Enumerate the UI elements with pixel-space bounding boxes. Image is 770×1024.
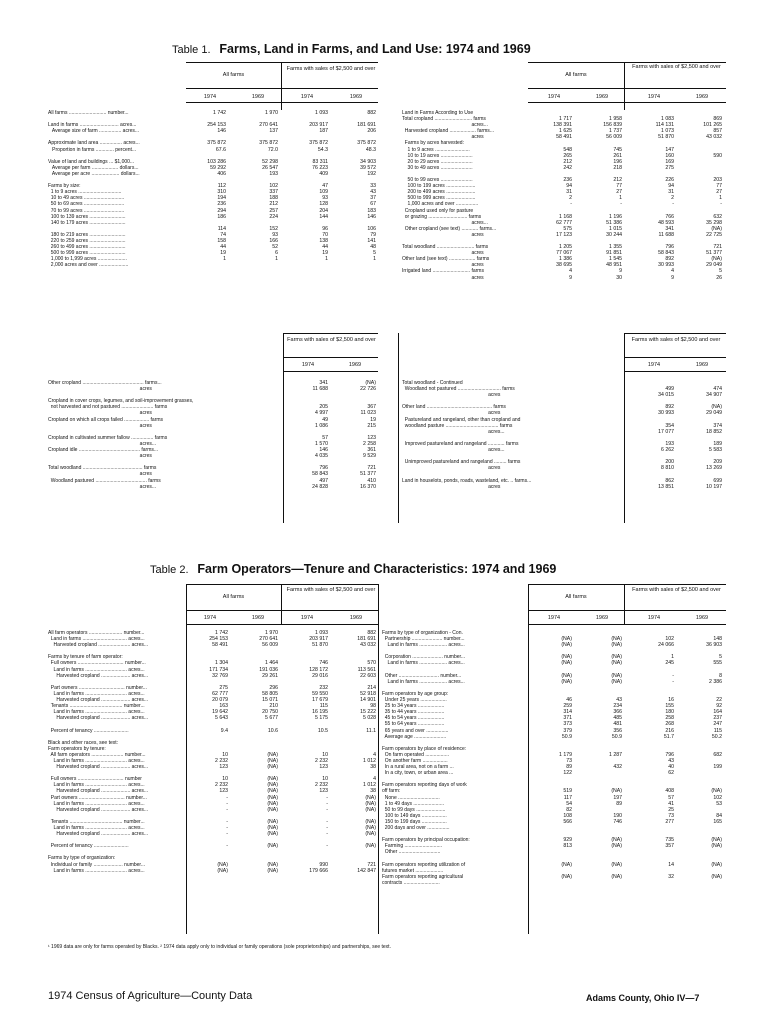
table1-title [172,40,531,58]
table1-left-bottom-col-2: (NA) 22 726 367 11 023 19 215 123 2 258 361 9 529 721 51 377 410 16 370 [360,380,376,490]
table2-title [150,560,556,578]
table1-right-header-all-farms: All farms [565,72,587,78]
table1-title-text: Farms, Land in Farms, and Land Use: 1974 and 1969 [219,42,531,56]
table1-right-year-1: 1974 [547,94,561,100]
table2-right-col-4: 148 36 903 5 555 8 2 386 22 92 164 237 247 115 50.2 682 199 (NA) 102 53 84 165 (NA) (NA) (NA) (NA) [706,636,722,880]
table1-left-year-2: 1969 [251,94,265,100]
table1-right-top-col-2: 1 958 156 839 1 737 56 009 745 261 196 218 212 77 27 1 - 1 196 51 386 1 015 30 244 1 355 91 851 1 545 48 951 9 30 [603,116,622,281]
table1-left-year-1: 1974 [203,94,217,100]
table1-number: Table 1. [172,44,211,56]
table1-left-top-col-2: 1 970 270 641 137 375 872 72.0 52 298 26 547 193 102 337 188 212 257 224 152 93 166 52 6 1 [259,110,278,263]
page-footer-title: 1974 Census of Agriculture—County Data [48,990,253,1002]
table2-right-col-1: (NA) (NA) (NA) (NA) (NA) (NA) 46 259 314 371 373 379 50.9 1 179 73 89 122 519 117 54 82 108 566 929 813 (NA) (NA) [559,636,572,880]
table2-right-header-sales: Farms with sales of $2,500 and over [632,587,721,593]
table2-left-year-4: 1969 [349,615,363,621]
table2-number: Table 2. [150,564,189,576]
table1-lower-right-header-sales: Farms with sales of $2,500 and over [631,337,721,343]
table2-right-year-1: 1974 [547,615,561,621]
table1-left-year-3: 1974 [300,94,314,100]
table1-right-year-3: 1974 [647,94,661,100]
table2-left-header-all-farms: All farms [222,594,245,600]
table1-left-top-labels: All farms ........................... number... Land in farms ............................ acres... Average size of farm ................ acres... Approximate land area ................ acres... Proportion in farms ............. percent... Value of land and buildings ... $1,000... Average per farm ................... dollars... Average per acre .................... dollars... Farms by size: 1 to 9 acres ............................... 10 to 49 acres ............................. 50 to 69 acres ............................. 70 to 99 acres ............................. 100 to 139 acres .......................... 140 to 179 acres .......................... 180 to 219 acres .......................... 220 to 259 acres .......................... 260 to 499 acres .......................... 500 to 999 acres .......................... 1,000 to 1,999 acres ..................... 2,000 acres and over ..................... [48,110,140,269]
table2-left-col-2: 1 970 270 641 56 009 1 464 191 036 29 261 296 58 805 15 071 210 20 750 5 677 10.6 (NA) (NA) (NA) (NA) (NA) (NA) (NA) (NA) (NA) (NA) (NA) (NA) (NA) (NA) (NA) [259,630,278,874]
table1-right-bottom-labels: Total woodland - Continued Woodland not pastured ............................... farms acres Other land ............................................... farms acres Pastureland and rangeland, other than cropland and woodland pasture ...................................... farms acres... Improved pastureland and rangeland ............ farms acres... Unimproved pastureland and rangeland ......... farms acres Land in houselots, ponds, roads, wasteland, etc. .. farms... acres [402,380,532,490]
table2-left-col-3: 1 093 203 917 51 870 746 128 172 29 016 232 59 550 17 679 115 16 195 5 175 10.5 10 2 232 123 10 2 232 123 - - - - - - - 990 179 666 [309,630,328,874]
table2-left-col-4: 882 181 691 43 032 570 113 561 22 603 214 52 918 14 901 98 15 222 5 028 11.1 4 1 012 38 4 1 012 38 (NA) (NA) (NA) (NA) (NA) (NA) (NA) 721 142 847 [357,630,376,874]
table2-left-labels: All farm operators ........................ number... Land in farms ................................ acres... Harvested cropland ....................... acres... Farms by tenure of farm operator: Full owners ................................. number... Land in farms .............................. acres... Harvested cropland ..................... acres... Part owners ................................. number... Land in farms .............................. acres... Harvested cropland ..................... acres... Tenants ...................................... number... Land in farms .............................. acres... Harvested cropland ..................... acres... Percent of tenancy ......................... Black and other races, see text: Farm operators by tenure: All farm operators ....................... number... Land in farms .............................. acres... Harvested cropland ..................... acres... Full owners ................................. number Land in farms .............................. acres... Harvested cropland ..................... acres... Part owners ................................. number... Land in farms .............................. acres... Harvested cropland ..................... acres... Tenants ...................................... number... Land in farms .............................. acres... Harvested cropland ..................... acres... Percent of tenancy ......................... Farms by type of organization: Individual or family ..................... number... Land in farms .............................. acres... [48,630,149,874]
table1-right-header-sales: Farms with sales of $2,500 and over [632,64,721,70]
table2-left-year-1: 1974 [203,615,217,621]
table2-footnote: ¹ 1969 data are only for farms operated by Blacks. ² 1974 data apply only to individual or family operations (sole proprietorships) and partnerships, see text. [48,944,391,950]
table2-title-text: Farm Operators—Tenure and Characteristics: 1974 and 1969 [197,562,557,576]
table2-right-col-2: (NA) (NA) (NA) (NA) (NA) (NA) 43 234 366 485 481 356 50.9 1 287 432 (NA) 197 89 190 746 (NA) (NA) (NA) (NA) [609,636,622,880]
page-footer-county: Adams County, Ohio IV—7 [586,993,700,1003]
table1-right-year-4: 1969 [695,94,709,100]
table2-left-col-1: 1 742 254 153 58 491 1 304 171 734 32 769 275 62 777 20 079 163 19 642 5 643 9.4 10 2 232 123 10 2 232 123 - - - - - - - (NA) (NA) [209,630,228,874]
table2-right-header-all-farms: All farms [565,594,587,600]
table1-left-top-col-4: 882 181 691 206 375 872 48.3 34 903 39 572 192 33 43 37 67 183 146 106 79 141 48 5 1 [357,110,376,263]
table1-right-top-col-1: 1 717 138 391 1 625 58 491 548 265 212 242 236 94 31 2 - 1 168 62 777 575 17 123 1 205 77 067 1 386 38 695 4 9 [553,116,572,281]
table1-left-top-col-1: 1 742 254 153 146 375 872 67.6 103 286 59 292 406 112 310 194 236 294 186 114 74 158 44 19 1 [207,110,226,263]
table1-right-bottom-col-2: 474 34 907 (NA) 29 049 374 18 852 189 5 583 209 13 269 699 10 197 [706,386,722,490]
table1-lower-left-header-sales: Farms with sales of $2,500 and over [287,337,376,343]
table2-right-col-3: 102 24 066 1 245 - - 16 155 180 258 268 216 51.7 796 43 40 62 408 57 41 25 73 277 735 357 14 32 [658,636,674,880]
table2-left-year-2: 1969 [251,615,265,621]
table2-right-year-2: 1969 [595,615,609,621]
table1-right-top-col-4: 869 101 265 857 43 032 590 203 77 27 1 - 632 35 298 (NA) 22 725 721 51 377 (NA) 29 049 5 26 [703,116,722,281]
table1-left-bottom-col-1: 341 11 688 205 4 997 49 1 086 57 1 570 146 4 035 796 58 843 497 24 828 [312,380,328,490]
table2-left-header-sales: Farms with sales of $2,500 and over [286,587,376,593]
table1-lower-left-year-2: 1969 [348,362,362,368]
table1-left-top-col-3: 1 093 203 917 187 375 872 54.3 83 311 76 223 409 47 109 93 128 204 144 96 70 138 44 19 1 [309,110,328,263]
table1-lower-right-year-2: 1969 [695,362,709,368]
table1-left-year-4: 1969 [349,94,363,100]
table1-right-top-labels: Land in Farms According to Use Total cropland ........................... farms acres... Harvested cropland ................... farms... acres Farms by acres harvested: 1 to 9 acres ......................... 10 to 19 acres ....................... 20 to 29 acres ....................... 30 to 49 acres ....................... 50 to 99 acres ....................... 100 to 199 acres ..................... 200 to 499 acres ..................... 500 to 999 acres ..................... 1,000 acres and over ................ Cropland used only for pasture or grazing ............................ farms acres... Other cropland (see text) ............ farms... acres Total woodland ........................... farms acres Other land (see text) ................... farms acres Irrigated land ........................... farms acres [402,110,497,281]
table2-right-year-4: 1969 [695,615,709,621]
table1-right-bottom-col-1: 499 34 015 892 30 993 354 17 077 193 6 262 200 8 810 862 13 851 [658,386,674,490]
table2-left-year-3: 1974 [300,615,314,621]
table2-right-year-3: 1974 [647,615,661,621]
table1-left-header-sales: Farms with sales of $2,500 and over [286,66,376,72]
table2-right-labels: Farms by type of organization - Con. Partnership ...................... number... Land in farms .................... acres... Corporation ...................... number... Land in farms .................... acres... Other ............................. number... Land in farms .................... acres... Farm operators by age group: Under 25 years ................... 25 to 34 years ................... 35 to 44 years ................... 45 to 54 years ................... 55 to 64 years ................... 65 years and over ................ Average age ....................... Farm operators by place of residence: On farm operated ................. On another farm .................. In a rural area, not on a farm ... In a city, town, or urban area ... Farm operators reporting days of work off farm: None .............................. 1 to 49 days ...................... 50 to 99 days ..................... 100 to 149 days .................. 150 to 199 days .................. 200 days and over ................ Farm operators by principal occupation: Farming ........................... Other .............................. Farm operators reporting utilization of futures market .................... Farm operators reporting agricultural contracts .......................... [382,630,470,886]
table1-right-year-2: 1969 [595,94,609,100]
table1-left-header-all-farms: All farms [222,72,245,78]
table1-lower-left-year-1: 1974 [301,362,315,368]
table1-left-bottom-labels: Other cropland ............................................ farms... acres Cropland in cover crops, legumes, and soil-improvement grasses, not harvested and not pastured ....................... farms acres Cropland on which all crops failed .................. farms acres Cropland in cultivated summer fallow ................ farms acres... Cropland idle ............................................ farms... acres Total woodland ........................................... farms acres Woodland pastured ..................................... farms acres... [48,380,194,490]
table1-right-top-col-3: 1 083 114 131 1 073 51 870 147 160 169 275 226 94 31 2 - 766 48 593 341 11 688 796 58 843 892 30 993 4 9 [655,116,674,281]
table1-lower-right-year-1: 1974 [647,362,661,368]
